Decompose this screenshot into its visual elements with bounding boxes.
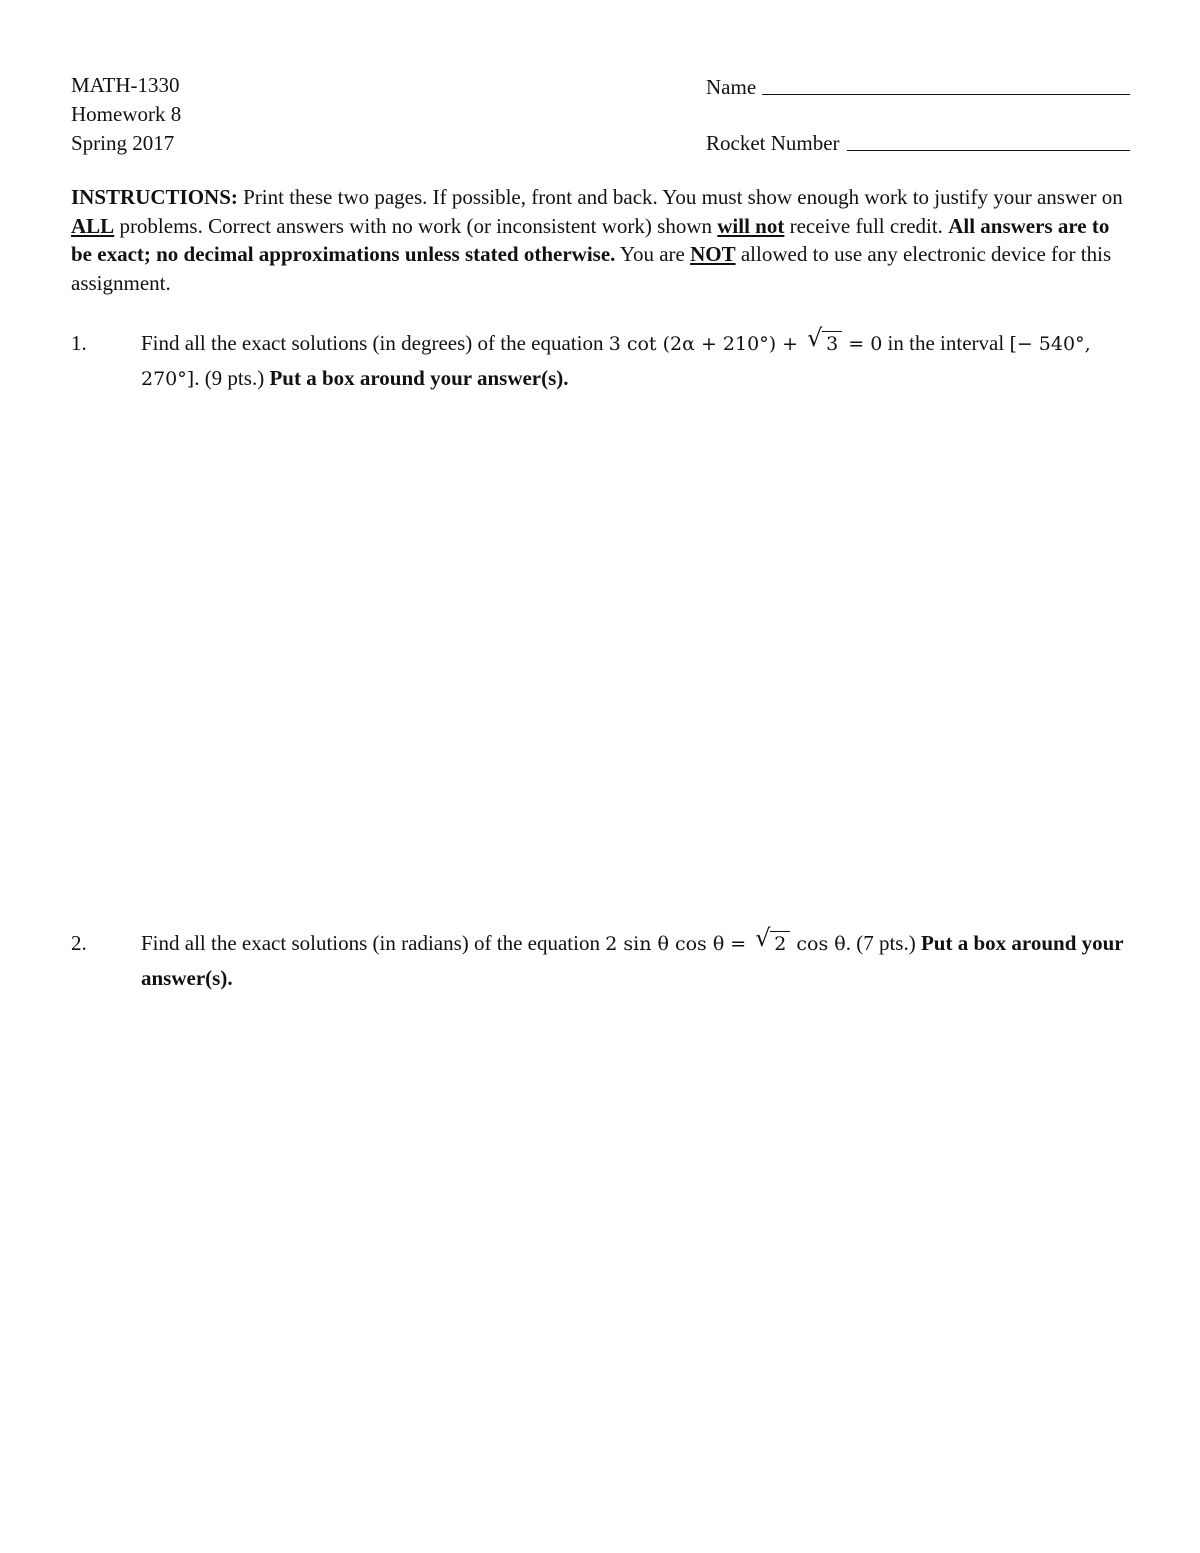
sqrt-symbol: √ 3 [807, 327, 842, 361]
question-1-intro: Find all the exact solutions (in degrees) of the equation [141, 331, 609, 355]
assignment-title: Homework 8 [71, 102, 182, 126]
question-2-equation-rhs: cos θ [790, 933, 846, 955]
question-1-text [141, 326, 1131, 396]
question-1-interval: [− 540°, 270°] [141, 333, 1091, 390]
course-code: MATH-1330 [71, 73, 180, 97]
instructions [71, 183, 1133, 297]
question-1-box-instruction: Put a box around your answer(s). [269, 366, 569, 390]
instructions-text-2: problems. Correct answers with no work (or inconsistent work) shown [114, 213, 718, 238]
question-1-points: . (9 pts.) [194, 366, 270, 390]
rocket-number-field-line[interactable] [847, 150, 1130, 151]
question-1-equation [608, 324, 883, 355]
instructions-text-4: You are [615, 242, 691, 266]
question-2-equation-lhs: 2 sin θ cos θ = [605, 933, 753, 955]
term: Spring 2017 [71, 131, 175, 155]
question-1-equation-lhs: 3 cot (2α + 210°) + [608, 333, 805, 355]
instructions-text-1: Print these two pages. If possible, front and back. You must show enough work to justify your answer on [237, 185, 1123, 209]
question-1-radicand: 3 [822, 331, 842, 356]
instructions-exact: All answers are to be exact; no decimal approximations unless stated otherwise. [71, 213, 1110, 266]
instructions-lead: INSTRUCTIONS: [71, 185, 238, 209]
question-2-equation [605, 924, 846, 955]
instructions-text-5: allowed to use any electronic device for this assignment. [71, 242, 1112, 295]
question-2-text [141, 926, 1131, 995]
question-2-radicand: 2 [770, 931, 790, 956]
instructions-all: ALL [71, 213, 115, 238]
instructions-text-3: receive full credit. [784, 213, 949, 238]
question-2-number: 2. [71, 931, 87, 955]
instructions-will-not: will not [717, 213, 785, 238]
question-2-points: . (7 pts.) [845, 931, 921, 955]
sqrt-symbol: √ 2 [755, 927, 790, 961]
question-2-box-instruction: Put a box around your answer(s). [141, 931, 1124, 990]
question-1-number: 1. [71, 331, 87, 355]
question-2-intro: Find all the exact solutions (in radians) of the equation [141, 931, 606, 955]
name-field-line[interactable] [762, 94, 1130, 95]
rocket-number-label: Rocket Number [706, 131, 840, 155]
question-1-equation-rhs: = 0 [842, 333, 883, 355]
question-1-after-eq: in the interval [882, 331, 1010, 355]
instructions-not: NOT [690, 242, 736, 266]
name-label: Name [706, 75, 757, 99]
